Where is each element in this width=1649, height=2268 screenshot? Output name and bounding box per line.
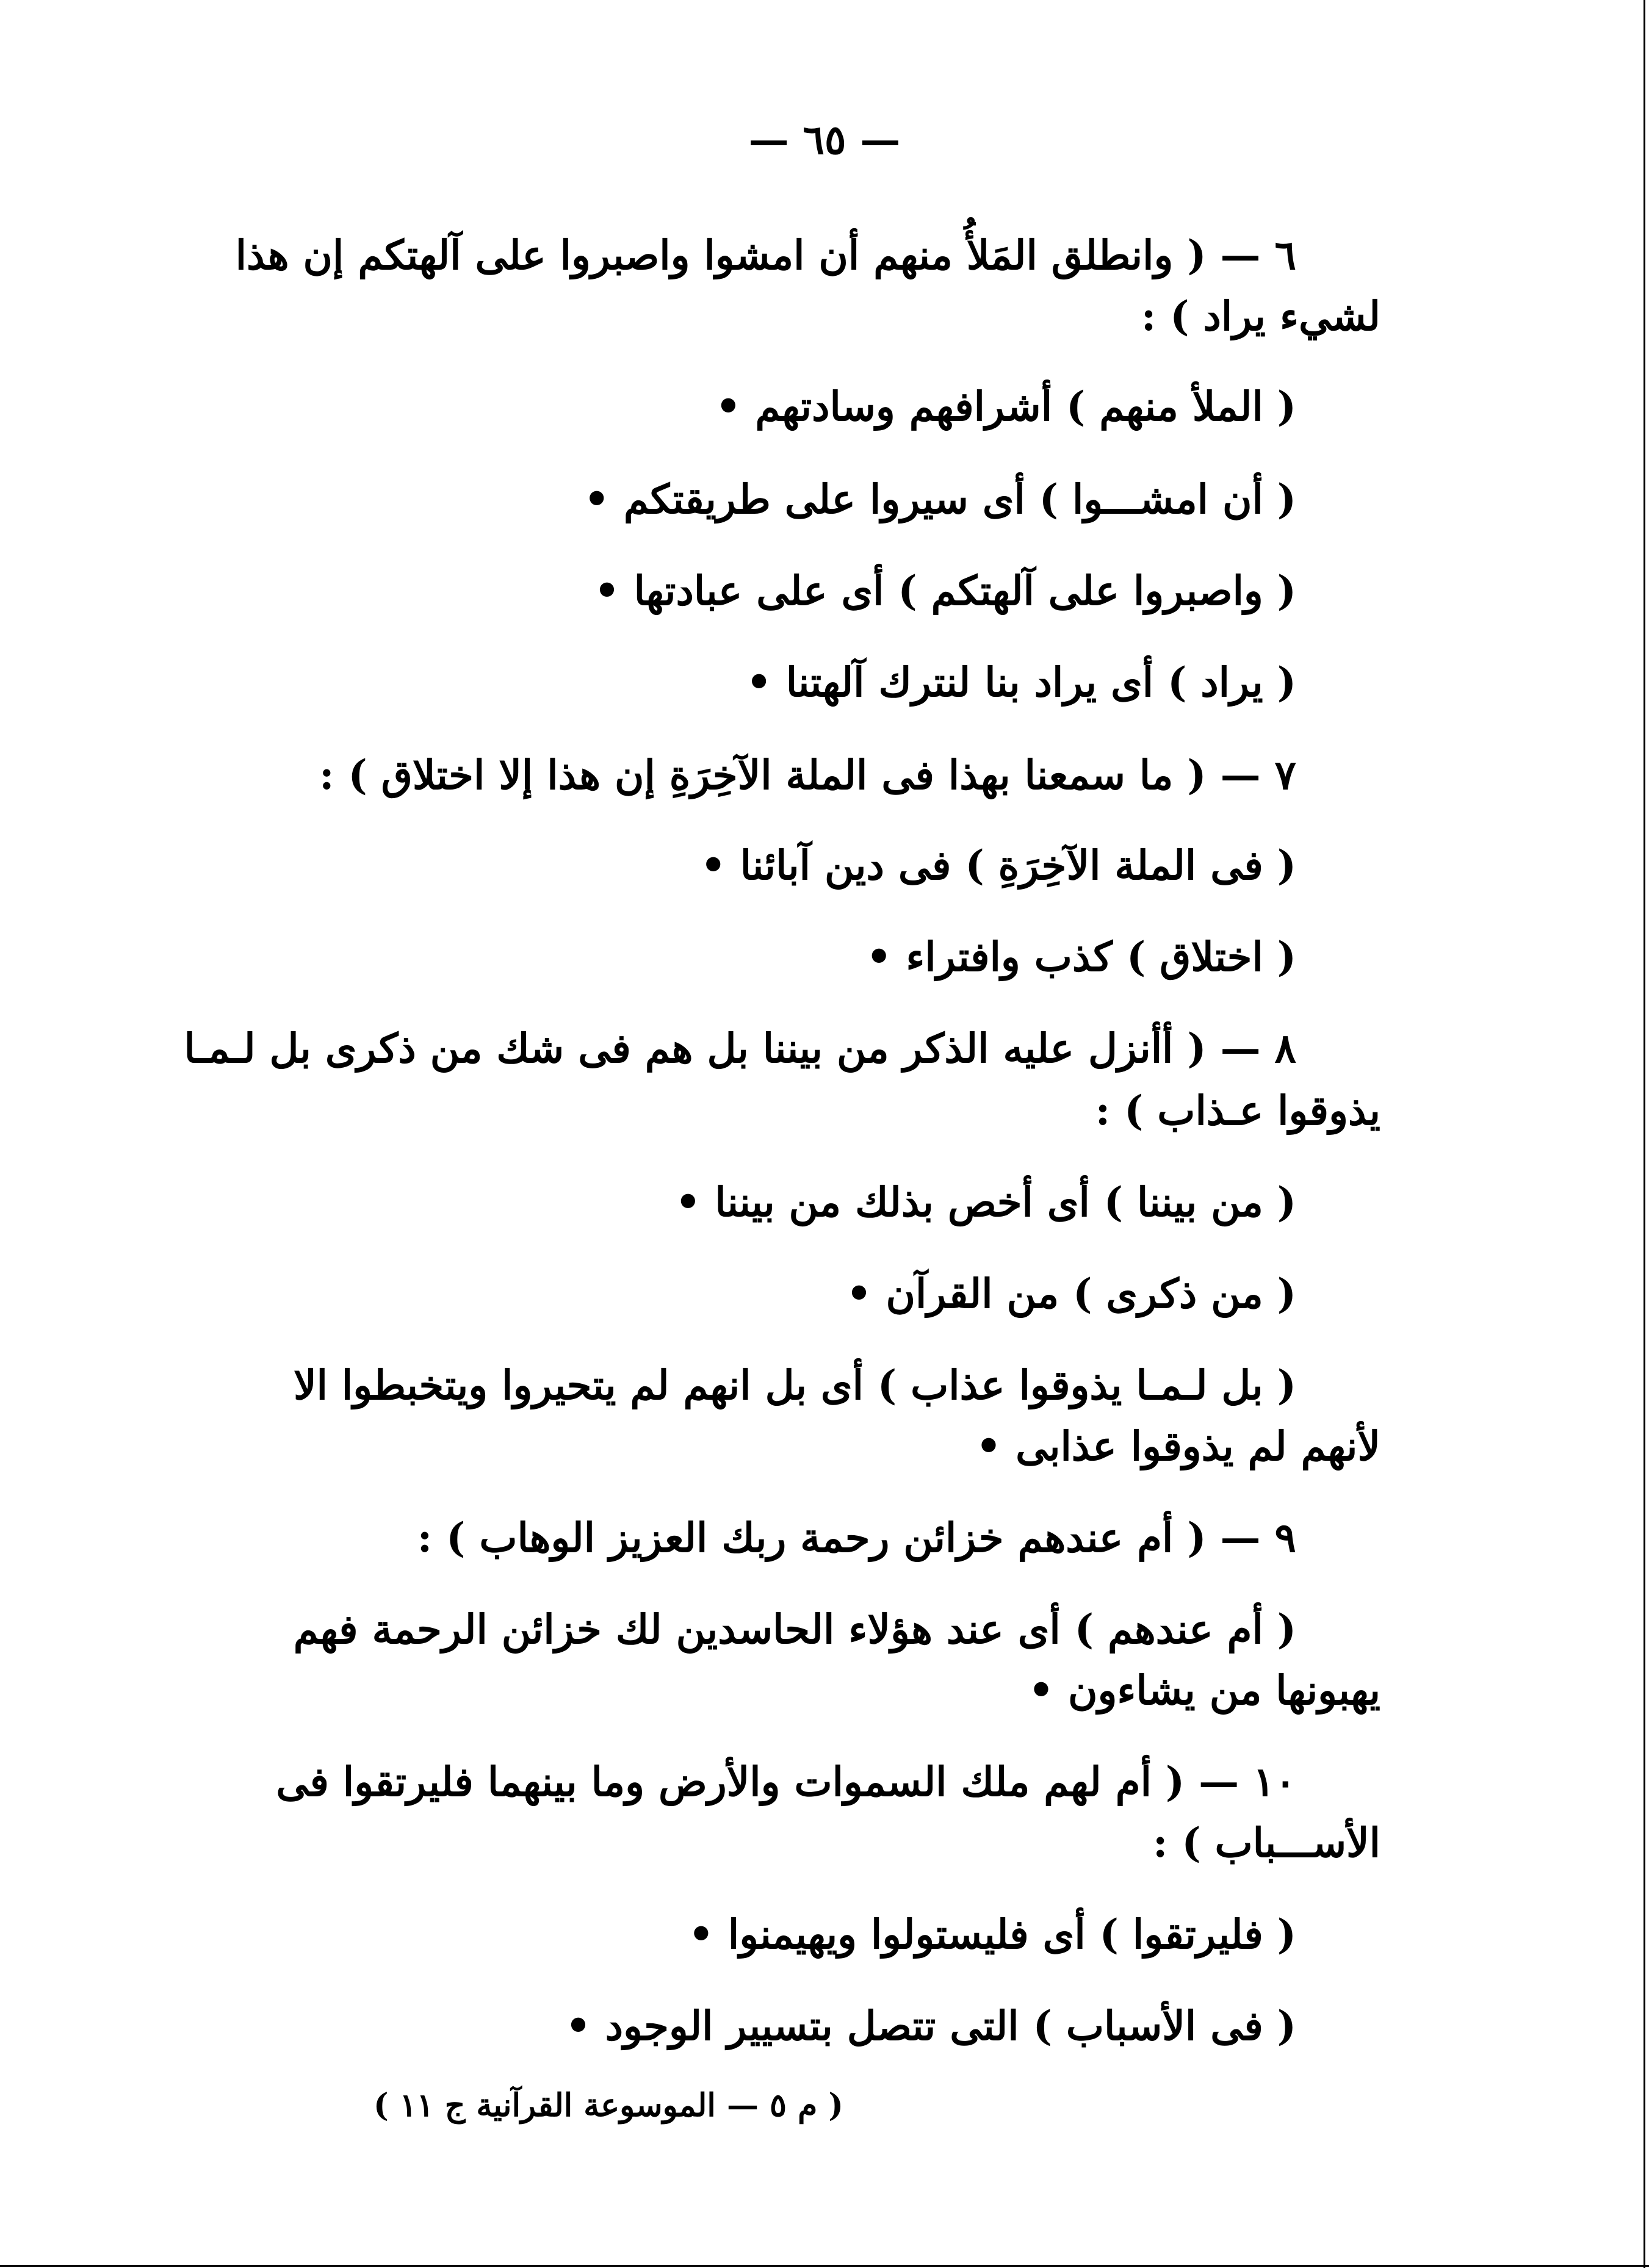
gloss-line: ( من ذكرى ) من القرآن •: [846, 1270, 1296, 1317]
gloss-line: ( أن امشـــوا ) أى سيروا على طريقتكم •: [583, 475, 1296, 523]
gloss-line: ( فليرتقوا ) أى فليستولوا ويهيمنوا •: [688, 1910, 1296, 1958]
verse-7-line: ٧ — ( ما سمعنا بهذا فى الملة الآخِرَةِ إن هذا إلا اختلاق ) :: [319, 751, 1296, 799]
gloss-line-2: لأنهم لم يذوقوا عذابى •: [975, 1422, 1380, 1470]
gloss-line: ( واصبروا على آلهتكم ) أى على عبادتها •: [594, 567, 1296, 614]
scan-border-bottom: [0, 2265, 1649, 2267]
verse-8-line-1: ٨ — ( أأنزل عليه الذكر من بيننا بل هم فى شك من ذكرى بل لـمـا: [184, 1024, 1296, 1072]
verse-9-line: ٩ — ( أم عندهم خزائن رحمة ربك العزيز الوهاب ) :: [417, 1514, 1296, 1561]
verse-10-line-1: ١٠ — ( أم لهم ملك السموات والأرض وما بينهما فليرتقوا فى: [276, 1758, 1296, 1805]
gloss-line-2: يهبونها من يشاءون •: [1028, 1666, 1380, 1714]
gloss-line: ( الملأ منهم ) أشرافهم وسادتهم •: [715, 383, 1296, 430]
page-footer-signature: ( م ٥ — الموسوعة القرآنية ج ١١ ): [373, 2087, 843, 2124]
gloss-line: ( فى الأسباب ) التى تتصل بتسيير الوجود •: [565, 2002, 1296, 2050]
verse-6-line-2: لشيء يراد ) :: [1141, 292, 1380, 340]
gloss-line: ( اختلاق ) كذب وافتراء •: [866, 933, 1296, 981]
gloss-line-1: ( بل لـمـا يذوقوا عذاب ) أى بل انهم لم يتحيروا ويتخبطوا الا: [293, 1361, 1296, 1409]
verse-8-line-2: يذوقوا عـذاب ) :: [1095, 1087, 1380, 1134]
verse-10-line-2: الأســـباب ) :: [1153, 1819, 1380, 1867]
gloss-line: ( فى الملة الآخِرَةِ ) فى دين آبائنا •: [700, 841, 1296, 889]
page-number: — ٦٥ —: [748, 116, 901, 164]
gloss-line: ( يراد ) أى يراد بنا لنترك آلهتنا •: [746, 658, 1296, 706]
verse-6-line-1: ٦ — ( وانطلق المَلأُ منهم أن امشوا واصبروا على آلهتكم إن هذا: [235, 231, 1296, 279]
gloss-line-1: ( أم عندهم ) أى عند هؤلاء الحاسدين لك خزائن الرحمة فهم: [293, 1605, 1296, 1653]
gloss-line: ( من بيننا ) أى أخص بذلك من بيننا •: [675, 1178, 1296, 1226]
scan-border-right: [1644, 0, 1645, 2268]
